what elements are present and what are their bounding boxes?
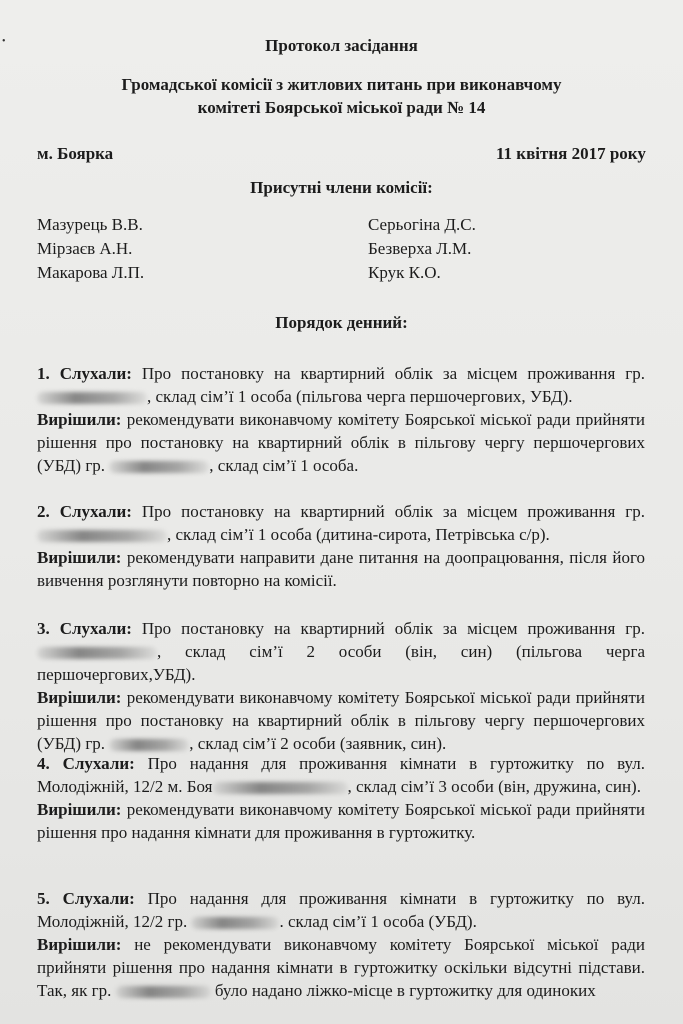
protocol-subtitle-line2: комітеті Боярської міської ради № 14 <box>197 98 486 117</box>
agenda-item-3 <box>37 617 645 755</box>
heard-text: Про надання для проживання кімнати в гуртожитку по вул. Молодіжній, 12/2 м. Боя <box>37 754 646 796</box>
decided-text: рекомендувати направити дане питання на доопрацювання, після його вивчення розглянути повторно на комісії. <box>37 548 645 590</box>
item-number: 5. <box>37 889 50 908</box>
decided-text: рекомендувати виконавчому комітету Боярської міської ради прийняти рішення про постановку на квартирний облік в пільгову чергу першочергових (УБД) гр. <box>37 410 646 475</box>
protocol-subtitle-line1: Громадської комісії з житлових питань при виконавчому <box>121 75 562 94</box>
heard-label: Слухали: <box>62 889 135 908</box>
member-right-1: Серьогіна Д.С. <box>368 215 476 234</box>
item-number: 2. <box>37 502 50 521</box>
decided-label: Вирішили: <box>37 800 122 819</box>
redacted-name <box>37 647 157 659</box>
decided-label: Вирішили: <box>37 548 122 567</box>
agenda-heading: Порядок денний: <box>275 313 408 332</box>
item-number: 1. <box>37 364 50 383</box>
heard-suffix: . склад сім’ї 1 особа (УБД). <box>279 912 477 931</box>
agenda-item-1 <box>37 362 645 477</box>
date: 11 квітня 2017 року <box>496 144 646 163</box>
heard-text: Про надання для проживання кімнати в гуртожитку по вул. Молодіжній, 12/2 гр. <box>37 889 646 931</box>
item-decided <box>37 798 645 844</box>
heard-prefix: гр. <box>625 364 646 383</box>
redacted-name <box>37 392 147 404</box>
redacted-name <box>109 739 189 751</box>
heard-label: Слухали: <box>59 364 132 383</box>
member-right-3: Крук К.О. <box>368 263 441 282</box>
item-heard <box>37 887 645 933</box>
item-heard <box>37 362 645 408</box>
member-left-2: Мірзаєв А.Н. <box>37 239 133 258</box>
item-decided <box>37 408 645 477</box>
decided-suffix: було надано ліжко-місце в гуртожитку для одиноких <box>214 981 596 1000</box>
member-left-1: Мазурець В.В. <box>37 215 143 234</box>
redacted-name <box>191 917 279 929</box>
item-number: 4. <box>37 754 50 773</box>
decided-label: Вирішили: <box>37 410 122 429</box>
decided-label: Вирішили: <box>37 688 122 707</box>
present-heading: Присутні члени комісії: <box>250 178 433 197</box>
item-heard <box>37 752 645 798</box>
redacted-name <box>109 461 209 473</box>
decided-text: не рекомендувати виконавчому комітету Боярської міської ради прийняти рішення про надання кімнати в гуртожитку оскільки відсутні підстави. Так, як гр. <box>37 935 646 1000</box>
member-left-3: Макарова Л.П. <box>37 263 145 282</box>
decided-text: рекомендувати виконавчому комітету Боярської міської ради прийняти рішення про постановку на квартирний облік в пільгову чергу першочергових (УБД) гр. <box>37 688 646 753</box>
decided-suffix: , склад сім’ї 2 особи (заявник, син). <box>189 734 447 753</box>
heard-text: Про постановку на квартирний облік за місцем проживання гр. <box>141 619 646 638</box>
heard-suffix: , склад сім’ї 1 особа (дитина-сирота, Петрівська с/р). <box>167 525 550 544</box>
protocol-title: Протокол засідання <box>265 36 418 55</box>
redacted-name <box>116 986 211 998</box>
heard-label: Слухали: <box>62 754 135 773</box>
decided-suffix: , склад сім’ї 1 особа. <box>209 456 359 475</box>
heard-text: Про постановку на квартирний облік за місцем проживання <box>141 364 616 383</box>
heard-suffix: , склад сім’ї 2 особи (він, син) (пільгова черга першочергових,УБД). <box>37 642 645 684</box>
agenda-item-4 <box>37 752 645 844</box>
item-decided <box>37 686 645 755</box>
decided-text: рекомендувати виконавчому комітету Боярської міської ради прийняти рішення про надання кімнати для проживання в гуртожитку. <box>37 800 646 842</box>
heard-text: Про постановку на квартирний облік за місцем проживання <box>141 502 616 521</box>
heard-prefix: гр. <box>625 502 646 521</box>
heard-suffix: , склад сім’ї 1 особа (пільгова черга першочергових, УБД). <box>147 387 573 406</box>
margin-mark: • <box>2 36 6 47</box>
redacted-name <box>213 782 348 794</box>
decided-label: Вирішили: <box>37 935 122 954</box>
heard-label: Слухали: <box>59 502 132 521</box>
redacted-name <box>37 530 167 542</box>
agenda-item-2 <box>37 500 645 592</box>
heard-suffix: , склад сім’ї 3 особи (він, дружина, син). <box>347 777 641 796</box>
agenda-item-5 <box>37 887 645 1002</box>
item-decided <box>37 933 645 1002</box>
item-decided <box>37 546 645 592</box>
heard-label: Слухали: <box>59 619 132 638</box>
item-heard <box>37 500 645 546</box>
member-right-2: Безверха Л.М. <box>368 239 472 258</box>
item-number: 3. <box>37 619 50 638</box>
place: м. Боярка <box>37 144 114 163</box>
item-heard <box>37 617 645 686</box>
